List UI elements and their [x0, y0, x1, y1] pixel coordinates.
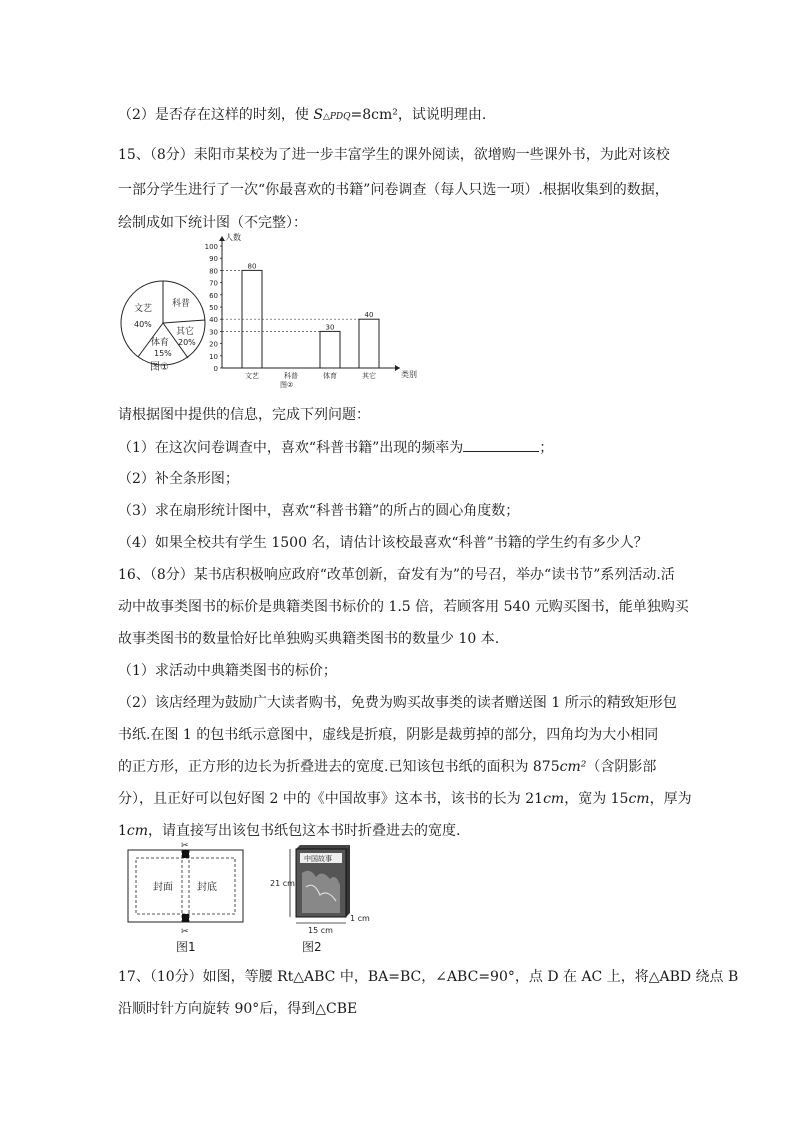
y-tick-label: 30 — [209, 328, 218, 337]
bar-chart — [200, 228, 417, 389]
q16-part2-line4: 分），且正好可以包好图 2 中的《中国故事》这本书，该书的长为 21cm，宽为 15cm，厚为 — [118, 791, 692, 807]
cover-front-label: 封面 — [153, 882, 173, 893]
q15-line1: 15、（8分）耒阳市某校为了进一步丰富学生的课外阅读，欲增购一些课外书，为此对该校 — [118, 147, 670, 163]
q15-question-2: （2）补全条形图； — [118, 471, 239, 487]
q16-part2-line3: 的正方形，正方形的边长为折叠进去的宽度.已知该包书纸的面积为 875cm²（含阴影部 — [118, 759, 657, 775]
q16-line2: 动中故事类图书的标价是典籍类图书标价的 1.5 倍，若顾客用 540 元购买图书，能单独购买 — [118, 599, 689, 615]
x-tick-label: 体育 — [323, 372, 337, 380]
bar-value-label: 40 — [364, 311, 374, 320]
x-axis-arrow — [395, 365, 400, 371]
q16-line1: 16、（8分）某书店积极响应政府“改革创新，奋发有为”的号召，举办“读书节”系列活动.活 — [118, 567, 675, 583]
pie-divider-kepu-qita — [163, 320, 205, 323]
y-tick-label: 50 — [209, 304, 218, 312]
answer-blank[interactable] — [463, 437, 539, 452]
scissors-icon-bottom: ✂ — [181, 927, 189, 937]
q15-line3: 绘制成如下统计图（不完整）： — [118, 215, 307, 231]
y-tick-label: 90 — [209, 255, 218, 264]
bar-chart-caption: 图② — [280, 381, 294, 389]
q16-part2-line1: （2）该店经理为鼓励广大读者购书，免费为购买故事类的读者赠送图 1 所示的精致矩形包 — [118, 695, 677, 711]
pie-label-wenyi-pct: 40% — [134, 320, 152, 329]
pie-chart — [118, 278, 208, 368]
y-tick-label: 60 — [209, 291, 218, 300]
y-tick-label: 10 — [209, 352, 218, 361]
y-tick-label: 80 — [209, 267, 218, 276]
pie-label-wenyi: 文艺 — [134, 304, 153, 314]
y-tick-label: 40 — [209, 316, 218, 325]
q15-question-1: （1）在这次问卷调查中，喜欢“科普书籍”出现的频率为 ； — [118, 437, 553, 458]
book-width-label: 15 cm — [308, 926, 333, 935]
q16-part2-line5: 1cm，请直接写出该包书纸包这本书时折叠进去的宽度. — [118, 823, 461, 839]
q15-question-3: （3）求在扇形统计图中，喜欢“科普书籍”的所占的圆心角度数； — [118, 503, 520, 519]
y-axis-label: 人数 — [225, 233, 241, 242]
q15-line2: 一部分学生进行了一次“你最喜欢的书籍”问卷调查（每人只选一项）.根据收集到的数据， — [118, 182, 669, 198]
q15-prompt: 请根据图中提供的信息，完成下列问题： — [118, 407, 370, 423]
q16-line3: 故事类图书的数量恰好比单独购买典籍类图书的数量少 10 本. — [118, 631, 500, 647]
x-tick-label: 科普 — [284, 372, 298, 380]
pie-label-qita-pct: 20% — [178, 338, 196, 347]
bar-value-label: 80 — [247, 262, 257, 271]
y-tick-label: 0 — [213, 365, 218, 373]
book-thickness-label: 1 cm — [350, 914, 370, 923]
fig1-caption: 图1 — [176, 940, 196, 954]
pie-label-tiyu-pct: 15% — [154, 349, 172, 358]
wrapping-paper-figure — [126, 838, 246, 938]
pie-caption: 图① — [150, 362, 169, 373]
cover-back-label: 封底 — [197, 882, 217, 893]
bar — [320, 331, 340, 368]
q16-part1: （1）求活动中典籍类图书的标价； — [118, 663, 337, 679]
pie-label-tiyu: 体育 — [151, 338, 170, 348]
bar — [359, 319, 379, 368]
x-axis-label: 类别 — [401, 370, 417, 379]
pie-label-qita: 其它 — [176, 327, 195, 337]
cut-square-bottom — [182, 914, 189, 922]
q14-part2-line: （2）是否存在这样的时刻，使 S△PDQ=8cm²，试说明理由. — [118, 107, 487, 123]
y-tick-label: 70 — [209, 279, 218, 288]
book-figure — [270, 843, 380, 938]
area-subscript: △PDQ — [322, 112, 351, 122]
y-tick-label: 20 — [209, 340, 218, 349]
fig2-caption: 图2 — [302, 940, 322, 954]
pie-label-kepu: 科普 — [172, 299, 191, 309]
q17-line2: 沿顺时针方向旋转 90°后，得到△CBE — [118, 1001, 358, 1017]
bar-value-label: 30 — [325, 323, 335, 332]
q17-line1: 17、（10分）如图，等腰 Rt△ABC 中，BA=BC，∠ABC=90°，点 D 在 AC 上，将△ABD 绕点 B — [118, 969, 739, 985]
book-length-label: 21 cm — [270, 879, 295, 888]
x-tick-label: 其它 — [362, 372, 376, 380]
book-title: 中国故事 — [304, 855, 332, 863]
scissors-icon-top: ✂ — [181, 841, 189, 851]
q16-part2-line2: 书纸.在图 1 的包书纸示意图中，虚线是折痕，阴影是裁剪掉的部分，四角均为大小相同 — [118, 727, 659, 743]
q15-question-4: （4）如果全校共有学生 1500 名，请估计该校最喜欢“科普”书籍的学生约有多少人？ — [118, 535, 648, 551]
y-tick-label: 100 — [204, 243, 218, 251]
cut-square-top — [182, 850, 189, 858]
x-tick-label: 文艺 — [245, 372, 259, 380]
area-symbol: S — [313, 107, 323, 123]
